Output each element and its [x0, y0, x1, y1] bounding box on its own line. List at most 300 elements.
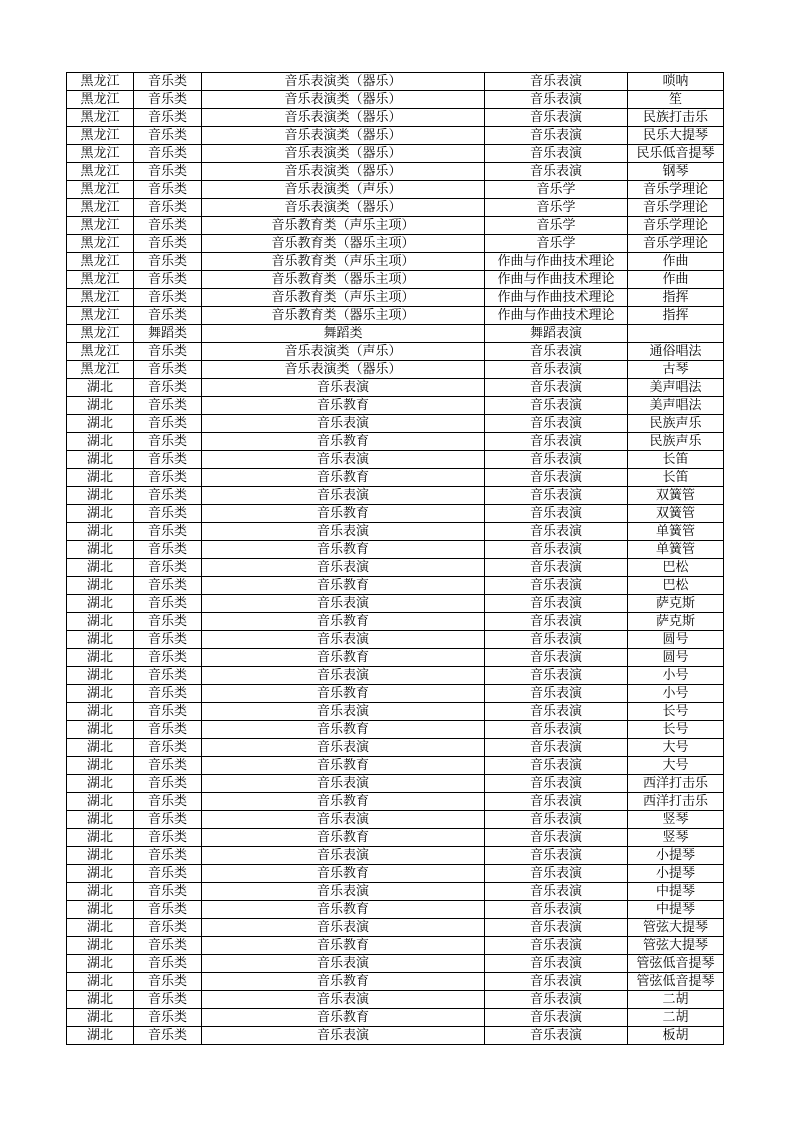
direction-cell: 圆号 [628, 631, 724, 649]
province-cell: 黑龙江 [67, 73, 134, 91]
major-cell: 音乐表演 [485, 595, 628, 613]
category-cell: 音乐类 [134, 289, 202, 307]
category-cell: 音乐类 [134, 145, 202, 163]
category-cell: 音乐类 [134, 487, 202, 505]
direction-cell: 小提琴 [628, 847, 724, 865]
exam-type-cell: 音乐教育 [202, 865, 485, 883]
table-row [67, 145, 724, 163]
table-row [67, 109, 724, 127]
province-cell: 黑龙江 [67, 217, 134, 235]
table-row [67, 217, 724, 235]
exam-type-cell: 音乐教育 [202, 937, 485, 955]
exam-type-cell: 音乐表演类（器乐） [202, 73, 485, 91]
major-cell: 音乐表演 [485, 829, 628, 847]
table-row [67, 649, 724, 667]
exam-type-cell: 音乐表演类（器乐） [202, 361, 485, 379]
direction-cell: 音乐学理论 [628, 181, 724, 199]
table-row [67, 91, 724, 109]
major-cell: 作曲与作曲技术理论 [485, 271, 628, 289]
exam-type-cell: 音乐教育类（声乐主项） [202, 217, 485, 235]
table-row [67, 829, 724, 847]
category-cell: 音乐类 [134, 217, 202, 235]
direction-cell: 长笛 [628, 451, 724, 469]
table-row [67, 1027, 724, 1045]
major-cell: 音乐表演 [485, 865, 628, 883]
province-cell: 湖北 [67, 559, 134, 577]
table-row [67, 595, 724, 613]
province-cell: 湖北 [67, 505, 134, 523]
major-cell: 音乐表演 [485, 937, 628, 955]
direction-cell: 民族声乐 [628, 415, 724, 433]
province-cell: 湖北 [67, 865, 134, 883]
exam-type-cell: 音乐教育 [202, 721, 485, 739]
major-cell: 音乐表演 [485, 973, 628, 991]
major-cell: 音乐表演 [485, 397, 628, 415]
province-cell: 湖北 [67, 487, 134, 505]
direction-cell: 小号 [628, 685, 724, 703]
table-row [67, 433, 724, 451]
category-cell: 音乐类 [134, 901, 202, 919]
direction-cell: 萨克斯 [628, 613, 724, 631]
province-cell: 湖北 [67, 685, 134, 703]
direction-cell: 民族声乐 [628, 433, 724, 451]
table-row [67, 793, 724, 811]
exam-type-cell: 音乐教育类（器乐主项） [202, 307, 485, 325]
category-cell: 音乐类 [134, 631, 202, 649]
category-cell: 音乐类 [134, 649, 202, 667]
category-cell: 音乐类 [134, 811, 202, 829]
major-cell: 音乐表演 [485, 487, 628, 505]
province-cell: 湖北 [67, 379, 134, 397]
category-cell: 音乐类 [134, 163, 202, 181]
table-row [67, 235, 724, 253]
major-cell: 音乐表演 [485, 775, 628, 793]
table-row [67, 883, 724, 901]
table-row [67, 739, 724, 757]
major-cell: 音乐表演 [485, 433, 628, 451]
direction-cell: 管弦低音提琴 [628, 973, 724, 991]
major-cell: 音乐表演 [485, 1027, 628, 1045]
direction-cell: 西洋打击乐 [628, 793, 724, 811]
direction-cell: 单簧管 [628, 541, 724, 559]
table-row [67, 685, 724, 703]
table-row [67, 541, 724, 559]
province-cell: 湖北 [67, 937, 134, 955]
category-cell: 音乐类 [134, 199, 202, 217]
direction-cell: 通俗唱法 [628, 343, 724, 361]
province-cell: 黑龙江 [67, 109, 134, 127]
table-row [67, 559, 724, 577]
major-cell: 音乐表演 [485, 631, 628, 649]
direction-cell: 巴松 [628, 577, 724, 595]
table-row [67, 343, 724, 361]
major-cell: 舞蹈表演 [485, 325, 628, 343]
category-cell: 音乐类 [134, 973, 202, 991]
province-cell: 黑龙江 [67, 181, 134, 199]
exam-type-cell: 音乐教育 [202, 685, 485, 703]
exam-type-cell: 音乐表演 [202, 379, 485, 397]
category-cell: 音乐类 [134, 595, 202, 613]
exam-type-cell: 音乐表演 [202, 523, 485, 541]
major-cell: 音乐表演 [485, 505, 628, 523]
category-cell: 舞蹈类 [134, 325, 202, 343]
direction-cell: 长笛 [628, 469, 724, 487]
major-cell: 音乐学 [485, 217, 628, 235]
province-cell: 湖北 [67, 523, 134, 541]
province-cell: 湖北 [67, 973, 134, 991]
direction-cell: 小提琴 [628, 865, 724, 883]
exam-type-cell: 音乐表演 [202, 883, 485, 901]
direction-cell [628, 325, 724, 343]
major-cell: 音乐表演 [485, 451, 628, 469]
category-cell: 音乐类 [134, 739, 202, 757]
table-row [67, 667, 724, 685]
category-cell: 音乐类 [134, 523, 202, 541]
exam-type-cell: 音乐表演类（器乐） [202, 127, 485, 145]
exam-type-cell: 音乐教育 [202, 541, 485, 559]
exam-type-cell: 音乐表演 [202, 703, 485, 721]
category-cell: 音乐类 [134, 721, 202, 739]
exam-type-cell: 音乐表演 [202, 559, 485, 577]
table-row [67, 775, 724, 793]
category-cell: 音乐类 [134, 919, 202, 937]
major-cell: 音乐表演 [485, 685, 628, 703]
exam-type-cell: 音乐教育类（器乐主项） [202, 235, 485, 253]
exam-type-cell: 音乐表演 [202, 811, 485, 829]
table-row [67, 721, 724, 739]
major-cell: 音乐表演 [485, 757, 628, 775]
category-cell: 音乐类 [134, 73, 202, 91]
major-cell: 音乐表演 [485, 523, 628, 541]
direction-cell: 指挥 [628, 307, 724, 325]
exam-type-cell: 音乐教育 [202, 577, 485, 595]
province-cell: 湖北 [67, 847, 134, 865]
province-cell: 湖北 [67, 793, 134, 811]
direction-cell: 中提琴 [628, 901, 724, 919]
category-cell: 音乐类 [134, 1027, 202, 1045]
category-cell: 音乐类 [134, 757, 202, 775]
province-cell: 黑龙江 [67, 127, 134, 145]
exam-type-cell: 音乐表演类（声乐） [202, 181, 485, 199]
direction-cell: 钢琴 [628, 163, 724, 181]
province-cell: 湖北 [67, 919, 134, 937]
table-row [67, 379, 724, 397]
major-cell: 音乐表演 [485, 559, 628, 577]
major-cell: 音乐表演 [485, 901, 628, 919]
category-cell: 音乐类 [134, 397, 202, 415]
direction-cell: 长号 [628, 703, 724, 721]
exam-type-cell: 音乐表演类（器乐） [202, 145, 485, 163]
province-cell: 黑龙江 [67, 199, 134, 217]
table-row [67, 811, 724, 829]
category-cell: 音乐类 [134, 271, 202, 289]
major-cell: 音乐表演 [485, 847, 628, 865]
major-cell: 音乐表演 [485, 613, 628, 631]
category-cell: 音乐类 [134, 955, 202, 973]
category-cell: 音乐类 [134, 847, 202, 865]
province-cell: 湖北 [67, 469, 134, 487]
exam-type-cell: 音乐表演类（器乐） [202, 163, 485, 181]
exam-type-cell: 音乐表演 [202, 667, 485, 685]
exam-type-cell: 音乐表演 [202, 451, 485, 469]
province-cell: 湖北 [67, 577, 134, 595]
major-cell: 音乐表演 [485, 415, 628, 433]
exam-type-cell: 音乐教育 [202, 901, 485, 919]
province-cell: 黑龙江 [67, 145, 134, 163]
category-cell: 音乐类 [134, 937, 202, 955]
province-cell: 黑龙江 [67, 235, 134, 253]
category-cell: 音乐类 [134, 577, 202, 595]
exam-type-cell: 音乐表演 [202, 991, 485, 1009]
exam-type-cell: 音乐教育类（器乐主项） [202, 271, 485, 289]
exam-type-cell: 音乐表演 [202, 847, 485, 865]
major-cell: 音乐表演 [485, 1009, 628, 1027]
major-cell: 音乐表演 [485, 577, 628, 595]
province-cell: 湖北 [67, 433, 134, 451]
category-cell: 音乐类 [134, 991, 202, 1009]
direction-cell: 板胡 [628, 1027, 724, 1045]
province-cell: 湖北 [67, 631, 134, 649]
category-cell: 音乐类 [134, 307, 202, 325]
table-row [67, 415, 724, 433]
table-row [67, 397, 724, 415]
category-cell: 音乐类 [134, 775, 202, 793]
direction-cell: 管弦低音提琴 [628, 955, 724, 973]
major-cell: 音乐表演 [485, 73, 628, 91]
exam-type-cell: 音乐表演 [202, 631, 485, 649]
direction-cell: 音乐学理论 [628, 199, 724, 217]
major-cell: 音乐表演 [485, 667, 628, 685]
province-cell: 黑龙江 [67, 325, 134, 343]
province-cell: 黑龙江 [67, 361, 134, 379]
exam-type-cell: 音乐表演 [202, 1027, 485, 1045]
direction-cell: 长号 [628, 721, 724, 739]
exam-type-cell: 音乐表演类（声乐） [202, 343, 485, 361]
exam-type-cell: 音乐教育 [202, 397, 485, 415]
table-row [67, 901, 724, 919]
direction-cell: 音乐学理论 [628, 235, 724, 253]
exam-type-cell: 音乐表演 [202, 739, 485, 757]
exam-type-cell: 音乐教育 [202, 973, 485, 991]
province-cell: 湖北 [67, 739, 134, 757]
exam-type-cell: 音乐教育 [202, 613, 485, 631]
table-row [67, 577, 724, 595]
direction-cell: 二胡 [628, 1009, 724, 1027]
major-cell: 作曲与作曲技术理论 [485, 307, 628, 325]
major-cell: 音乐学 [485, 199, 628, 217]
major-cell: 音乐表演 [485, 991, 628, 1009]
table-row [67, 451, 724, 469]
major-cell: 音乐表演 [485, 721, 628, 739]
direction-cell: 管弦大提琴 [628, 919, 724, 937]
province-cell: 黑龙江 [67, 271, 134, 289]
table-row [67, 181, 724, 199]
province-cell: 湖北 [67, 775, 134, 793]
major-cell: 音乐表演 [485, 379, 628, 397]
table-row [67, 847, 724, 865]
category-cell: 音乐类 [134, 469, 202, 487]
table-row [67, 613, 724, 631]
province-cell: 黑龙江 [67, 307, 134, 325]
category-cell: 音乐类 [134, 91, 202, 109]
data-table [66, 72, 724, 1045]
category-cell: 音乐类 [134, 379, 202, 397]
major-cell: 音乐表演 [485, 541, 628, 559]
direction-cell: 二胡 [628, 991, 724, 1009]
category-cell: 音乐类 [134, 865, 202, 883]
exam-type-cell: 音乐表演 [202, 955, 485, 973]
major-cell: 音乐表演 [485, 163, 628, 181]
direction-cell: 管弦大提琴 [628, 937, 724, 955]
table-row [67, 289, 724, 307]
category-cell: 音乐类 [134, 829, 202, 847]
direction-cell: 单簧管 [628, 523, 724, 541]
major-cell: 音乐表演 [485, 145, 628, 163]
table-row [67, 253, 724, 271]
direction-cell: 指挥 [628, 289, 724, 307]
table-row [67, 631, 724, 649]
direction-cell: 竖琴 [628, 829, 724, 847]
direction-cell: 民族打击乐 [628, 109, 724, 127]
direction-cell: 音乐学理论 [628, 217, 724, 235]
province-cell: 湖北 [67, 757, 134, 775]
province-cell: 湖北 [67, 991, 134, 1009]
direction-cell: 西洋打击乐 [628, 775, 724, 793]
direction-cell: 作曲 [628, 271, 724, 289]
table-row [67, 937, 724, 955]
exam-type-cell: 音乐教育 [202, 469, 485, 487]
table-row [67, 361, 724, 379]
province-cell: 湖北 [67, 451, 134, 469]
major-cell: 音乐表演 [485, 739, 628, 757]
major-cell: 音乐表演 [485, 127, 628, 145]
major-cell: 音乐表演 [485, 793, 628, 811]
category-cell: 音乐类 [134, 235, 202, 253]
category-cell: 音乐类 [134, 109, 202, 127]
table-row [67, 703, 724, 721]
table-body [67, 73, 724, 1045]
category-cell: 音乐类 [134, 703, 202, 721]
exam-type-cell: 音乐教育类（声乐主项） [202, 289, 485, 307]
major-cell: 音乐表演 [485, 91, 628, 109]
direction-cell: 大号 [628, 739, 724, 757]
table-row [67, 865, 724, 883]
exam-type-cell: 音乐表演 [202, 595, 485, 613]
province-cell: 湖北 [67, 541, 134, 559]
exam-type-cell: 音乐表演 [202, 487, 485, 505]
table-row [67, 307, 724, 325]
category-cell: 音乐类 [134, 541, 202, 559]
table-row [67, 199, 724, 217]
province-cell: 黑龙江 [67, 91, 134, 109]
major-cell: 作曲与作曲技术理论 [485, 253, 628, 271]
category-cell: 音乐类 [134, 361, 202, 379]
province-cell: 湖北 [67, 415, 134, 433]
exam-type-cell: 音乐表演 [202, 775, 485, 793]
major-cell: 音乐学 [485, 181, 628, 199]
direction-cell: 作曲 [628, 253, 724, 271]
table-row [67, 73, 724, 91]
table-row [67, 271, 724, 289]
table-row [67, 487, 724, 505]
category-cell: 音乐类 [134, 883, 202, 901]
category-cell: 音乐类 [134, 451, 202, 469]
major-cell: 音乐表演 [485, 649, 628, 667]
province-cell: 黑龙江 [67, 343, 134, 361]
direction-cell: 美声唱法 [628, 397, 724, 415]
table-row [67, 163, 724, 181]
category-cell: 音乐类 [134, 559, 202, 577]
direction-cell: 圆号 [628, 649, 724, 667]
direction-cell: 民乐低音提琴 [628, 145, 724, 163]
province-cell: 湖北 [67, 667, 134, 685]
category-cell: 音乐类 [134, 253, 202, 271]
direction-cell: 笙 [628, 91, 724, 109]
exam-type-cell: 音乐表演类（器乐） [202, 91, 485, 109]
category-cell: 音乐类 [134, 613, 202, 631]
direction-cell: 美声唱法 [628, 379, 724, 397]
exam-type-cell: 音乐教育 [202, 505, 485, 523]
direction-cell: 大号 [628, 757, 724, 775]
province-cell: 湖北 [67, 721, 134, 739]
province-cell: 黑龙江 [67, 163, 134, 181]
exam-type-cell: 音乐教育 [202, 757, 485, 775]
major-cell: 音乐表演 [485, 343, 628, 361]
category-cell: 音乐类 [134, 433, 202, 451]
table-row [67, 523, 724, 541]
direction-cell: 民乐大提琴 [628, 127, 724, 145]
major-cell: 音乐表演 [485, 883, 628, 901]
exam-type-cell: 音乐教育 [202, 433, 485, 451]
major-cell: 音乐表演 [485, 361, 628, 379]
category-cell: 音乐类 [134, 1009, 202, 1027]
exam-type-cell: 音乐教育 [202, 793, 485, 811]
province-cell: 湖北 [67, 901, 134, 919]
province-cell: 湖北 [67, 613, 134, 631]
major-cell: 音乐表演 [485, 811, 628, 829]
province-cell: 湖北 [67, 811, 134, 829]
direction-cell: 小号 [628, 667, 724, 685]
direction-cell: 竖琴 [628, 811, 724, 829]
exam-type-cell: 音乐表演类（器乐） [202, 109, 485, 127]
major-cell: 音乐学 [485, 235, 628, 253]
table-row [67, 991, 724, 1009]
table-row [67, 127, 724, 145]
major-cell: 音乐表演 [485, 109, 628, 127]
direction-cell: 双簧管 [628, 505, 724, 523]
table-row [67, 973, 724, 991]
category-cell: 音乐类 [134, 181, 202, 199]
exam-type-cell: 舞蹈类 [202, 325, 485, 343]
major-cell: 音乐表演 [485, 469, 628, 487]
exam-type-cell: 音乐教育 [202, 649, 485, 667]
province-cell: 湖北 [67, 649, 134, 667]
category-cell: 音乐类 [134, 343, 202, 361]
table-row [67, 919, 724, 937]
exam-type-cell: 音乐教育 [202, 1009, 485, 1027]
category-cell: 音乐类 [134, 415, 202, 433]
province-cell: 湖北 [67, 883, 134, 901]
direction-cell: 古琴 [628, 361, 724, 379]
table-row [67, 505, 724, 523]
category-cell: 音乐类 [134, 667, 202, 685]
direction-cell: 巴松 [628, 559, 724, 577]
table-row [67, 1009, 724, 1027]
exam-type-cell: 音乐教育类（声乐主项） [202, 253, 485, 271]
province-cell: 黑龙江 [67, 289, 134, 307]
province-cell: 湖北 [67, 1027, 134, 1045]
table-row [67, 955, 724, 973]
